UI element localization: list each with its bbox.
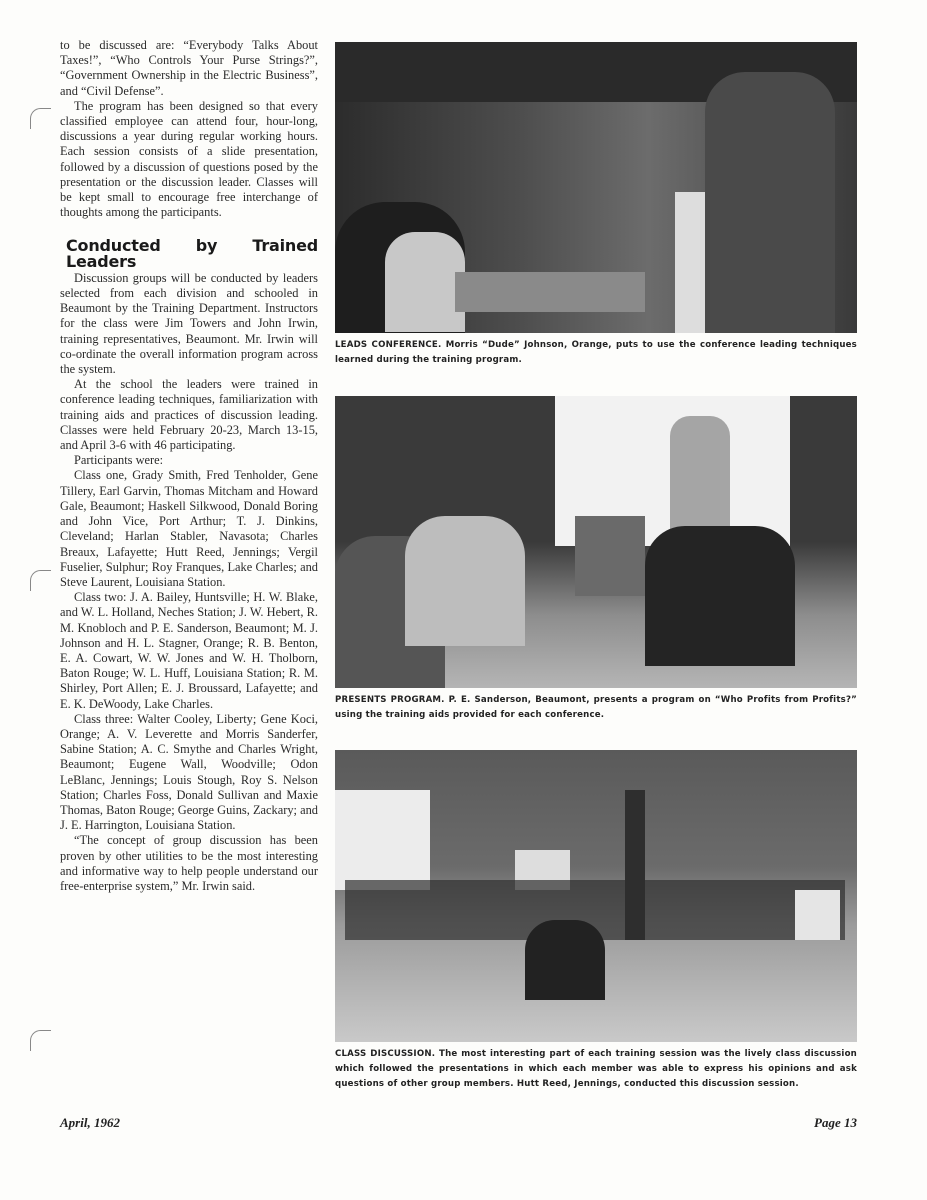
caption-lead: LEADS CONFERENCE. (335, 340, 442, 350)
photo-class-discussion (335, 750, 857, 1042)
caption-text: Morris “Dude” Johnson, Orange, puts to use the conference leading techniques learned during the training program. (335, 340, 857, 365)
punch-hole-mark (30, 1030, 51, 1051)
section-heading: Conducted by Trained Leaders (66, 236, 318, 271)
article-paragraph: At the school the leaders were trained in conference leading techniques, familiarization with training aids and practices of discussion leading. Classes were held February 20-23, March 13-15, and April 3-6 with 46 participating. (60, 377, 318, 453)
article-paragraph: Class one, Grady Smith, Fred Tenholder, Gene Tillery, Earl Garvin, Thomas Mitcham and Howard Gale, Beaumont; Haskell Silkwood, Donald Boring and John Vice, Port Arthur; T. J. Dinkins, Cleveland; Harlan Stabler, Navasota; Charles Breaux, Lafayette; Hutt Reed, Jennings; Vergil Fuselier, Sulphur; Roy Franques, Lake Charles; and Steve Laurent, Louisiana Station. (60, 468, 318, 589)
article-column (60, 38, 318, 894)
article-paragraph: The program has been designed so that every classified employee can attend four, hour-long, discussions a year during regular working hours. Each session consists of a slide presentation, followed by a discussion of questions posed by the presentation or the discussion leader. Classes will be kept small to encourage free interchange of thoughts among the participants. (60, 98, 318, 220)
photo-caption (335, 1047, 857, 1092)
photo-leads-conference (335, 42, 857, 333)
caption-lead: CLASS DISCUSSION. (335, 1049, 436, 1059)
article-paragraph: Discussion groups will be conducted by leaders selected from each division and schooled in Beaumont by the Training Department. Instructors for the class were Jim Towers and John Irwin, training representatives, Beaumont. Mr. Irwin will co-ordinate the overall information program across the system. (60, 270, 318, 377)
caption-lead: PRESENTS PROGRAM. (335, 695, 445, 705)
article-paragraph: to be discussed are: “Everybody Talks About Taxes!”, “Who Controls Your Purse Strings?”, “Government Ownership in the Electric Business”, and “Civil Defense”. (60, 38, 318, 98)
photo-caption (335, 693, 857, 723)
article-paragraph: “The concept of group discussion has been proven by other utilities to be the most interesting and informative way to help people understand our free-enterprise system,” Mr. Irwin said. (60, 833, 318, 893)
photo-presents-program (335, 396, 857, 688)
punch-hole-mark (30, 108, 51, 129)
caption-text: The most interesting part of each training session was the lively class discussion which followed the presentations in which each member was able to express his opinions and ask questions of other group members. Hutt Reed, Jennings, conducted this discussion session. (335, 1049, 858, 1089)
page-number: Page 13 (814, 1115, 857, 1130)
article-paragraph: Class two: J. A. Bailey, Huntsville; H. W. Blake, and W. L. Holland, Neches Station; J. W. Hebert, R. M. Knobloch and P. E. Sanderson, Beaumont; M. J. Johnson and H. L. Stagner, Orange; R. B. Benton, E. A. Cowart, W. W. Jones and W. H. Tholborn, Baton Rouge; W. L. Huff, Louisiana Station; R. M. Shirley, Port Allen; E. J. Broussard, Lafayette; and E. K. DeWoody, Lake Charles. (60, 590, 318, 711)
article-paragraph: Class three: Walter Cooley, Liberty; Gene Koci, Orange; A. V. Leverette and Morris Sanderfer, Sabine Station; A. C. Smythe and Charles Wright, Beaumont; Eugene Wall, Woodville; Odon LeBlanc, Jennings; Louis Stough, Roy S. Nelson Station; Charles Foss, Donald Sullivan and Maxie Thomas, Baton Rouge; George Guins, Zackary; and J. E. Harrington, Louisiana Station. (60, 711, 318, 833)
caption-text: P. E. Sanderson, Beaumont, presents a program on “Who Profits from Profits?” using the training aids provided for each conference. (335, 695, 857, 720)
footer-date: April, 1962 (60, 1115, 120, 1130)
photo-caption (335, 338, 857, 368)
article-paragraph: Participants were: (74, 453, 164, 468)
punch-hole-mark (30, 570, 51, 591)
